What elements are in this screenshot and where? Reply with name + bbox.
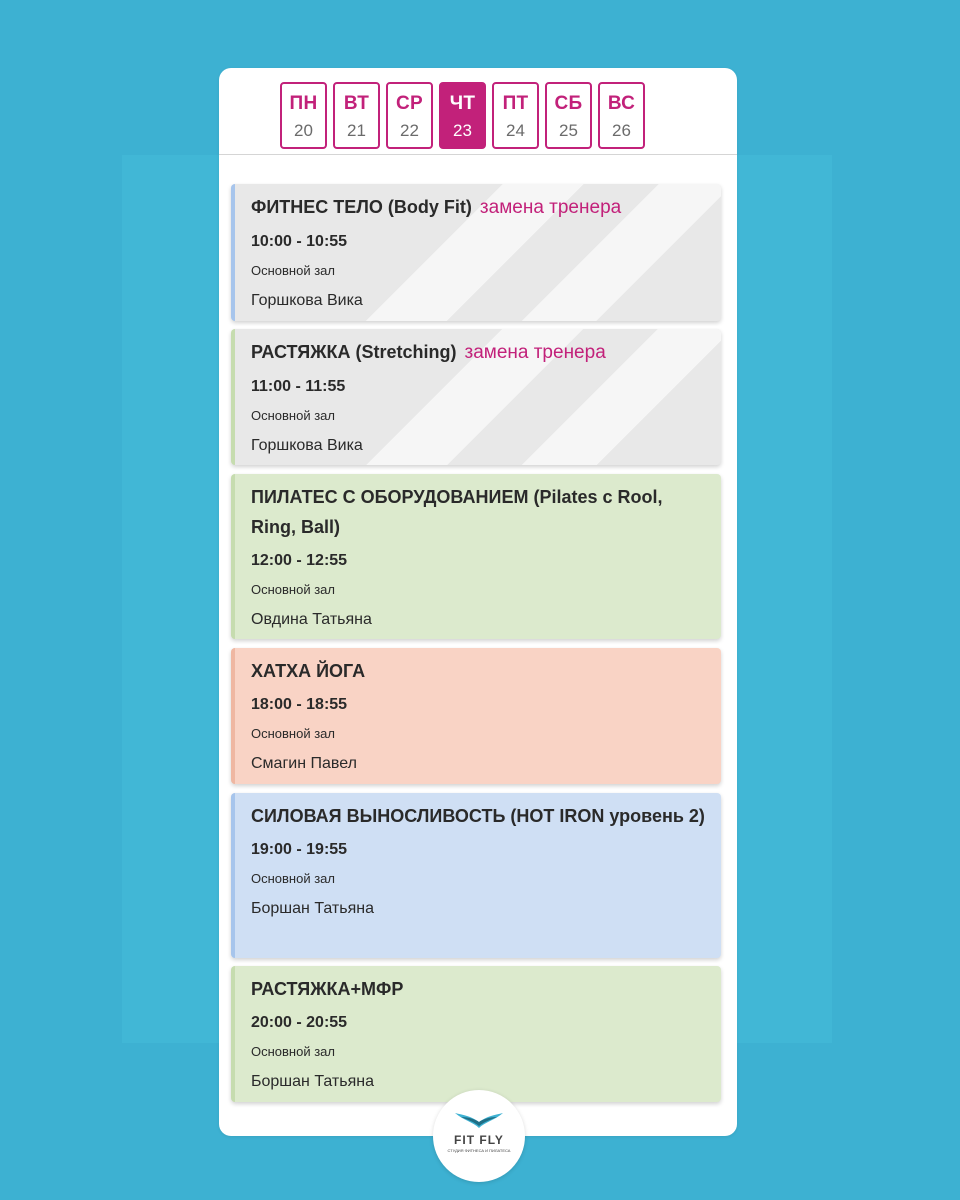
divider [219,154,737,155]
class-room: Основной зал [251,582,335,597]
logo-name: FIT FLY [454,1133,504,1147]
class-time: 19:00 - 19:55 [251,841,348,858]
day-name: ВТ [343,93,370,114]
class-title: ПИЛАТЕС С ОБОРУДОВАНИЕМ (Pilates c Rool, Ring, Ball) [251,487,663,537]
trainer-replacement-note: замена тренера [464,342,606,363]
class-title: ХАТХА ЙОГА [251,661,366,681]
class-coach: Горшкова Вика [251,437,363,454]
class-time: 20:00 - 20:55 [251,1014,348,1031]
day-date: 21 [347,121,366,140]
class-coach: Овдина Татьяна [251,611,372,628]
class-card[interactable] [231,329,721,465]
day-date: 23 [453,121,472,140]
class-card[interactable] [231,793,721,958]
day-date: 25 [559,121,578,140]
class-title [251,337,711,368]
class-title: РАСТЯЖКА+МФР [251,979,404,999]
day-name: СБ [554,93,583,114]
studio-logo [433,1090,525,1182]
class-time: 11:00 - 11:55 [251,378,346,395]
day-name: ЧТ [449,93,476,114]
logo-tagline: СТУДИЯ ФИТНЕСА И ПИЛАТЕСА [447,1148,511,1153]
day-tab-wed[interactable] [386,82,433,149]
class-room: Основной зал [251,263,335,278]
day-name: ВС [607,93,636,114]
day-date: 26 [612,121,631,140]
day-tab-sun[interactable] [598,82,645,149]
day-name: СР [396,93,423,114]
class-card[interactable] [231,966,721,1102]
class-coach: Горшкова Вика [251,292,363,309]
day-date: 22 [400,121,419,140]
class-time: 12:00 - 12:55 [251,552,348,569]
class-coach: Смагин Павел [251,755,357,772]
class-card[interactable] [231,648,721,784]
day-tab-sat[interactable] [545,82,592,149]
day-tab-fri[interactable] [492,82,539,149]
class-title-text: РАСТЯЖКА (Stretching) [251,342,457,362]
wings-icon [453,1110,505,1130]
class-title [251,192,711,223]
class-card[interactable] [231,184,721,321]
class-time: 10:00 - 10:55 [251,233,348,250]
class-coach: Боршан Татьяна [251,900,374,917]
class-title-text: ФИТНЕС ТЕЛО (Body Fit) [251,197,472,217]
day-tab-thu[interactable] [439,82,486,149]
day-date: 24 [506,121,525,140]
class-room: Основной зал [251,408,335,423]
class-room: Основной зал [251,726,335,741]
class-card[interactable] [231,474,721,639]
class-title: СИЛОВАЯ ВЫНОСЛИВОСТЬ (HOT IRON уровень 2) [251,806,705,826]
class-room: Основной зал [251,871,335,886]
class-time: 18:00 - 18:55 [251,696,348,713]
class-room: Основной зал [251,1044,335,1059]
trainer-replacement-note: замена тренера [479,197,622,218]
day-tab-mon[interactable] [280,82,327,149]
class-coach: Боршан Татьяна [251,1073,374,1090]
schedule-card [219,68,737,1136]
day-selector [280,82,645,149]
day-name: ПН [289,93,318,114]
day-name: ПТ [502,93,529,114]
day-date: 20 [294,121,313,140]
day-tab-tue[interactable] [333,82,380,149]
